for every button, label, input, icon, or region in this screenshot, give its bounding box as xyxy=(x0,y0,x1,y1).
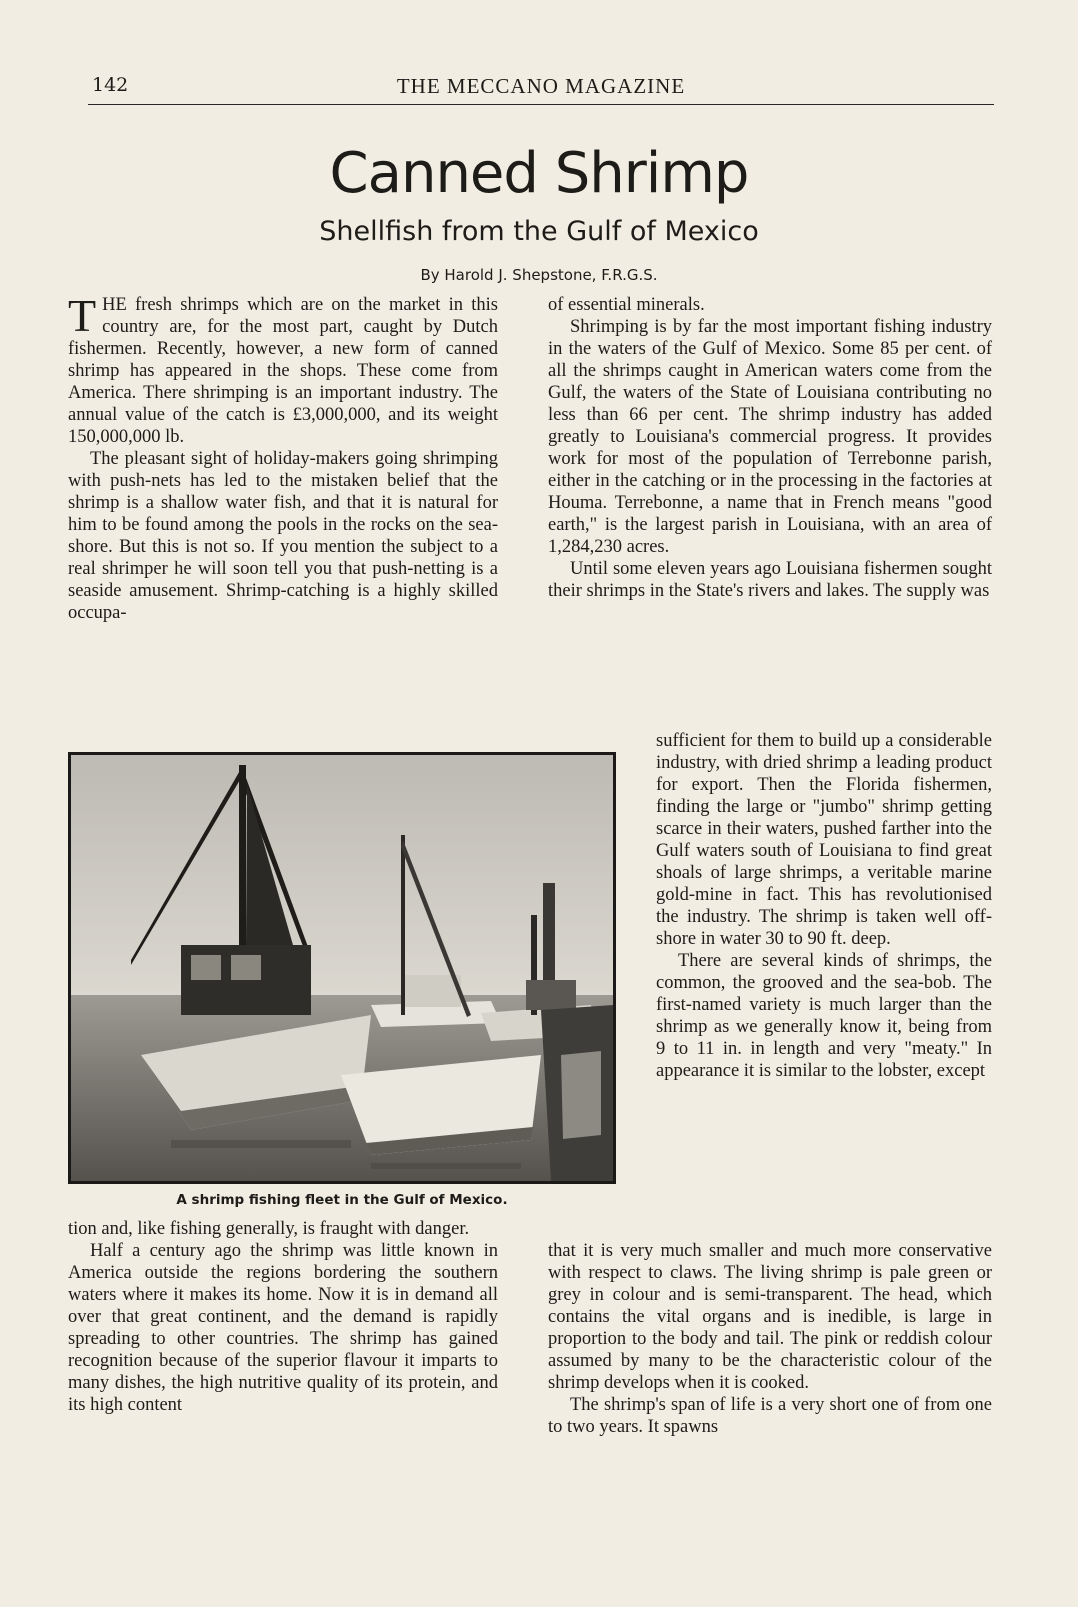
paragraph: The shrimp's span of life is a very short one of from one to two years. It spawns xyxy=(548,1395,992,1437)
paragraph: The pleasant sight of holiday-makers going shrimping with push-nets has led to the mistaken belief that the shrimp is a shallow water fish, and that it is natural for him to be found among the pools in the rocks on the sea-shore. But this is not so. If you mention the subject to a real shrimper he will soon tell you that push-netting is a seaside amusement. Shrimp-catching is a highly skilled occupa- xyxy=(68,449,498,623)
article-byline: By Harold J. Shepstone, F.R.G.S. xyxy=(420,266,658,284)
shrimp-fleet-photo xyxy=(68,752,616,1184)
paragraph: that it is very much smaller and much more conservative with respect to claws. The living shrimp is pale green or grey in colour and is semi-transparent. The head, which contains the vital organs and is inedible, is large in proportion to the body and tail. The pink or reddish colour assumed by many to be the characteristic colour of the shrimp develops when it is cooked. xyxy=(548,1241,992,1393)
column-1-bottom xyxy=(68,1218,498,1416)
photo-illustration xyxy=(71,755,613,1181)
article-subtitle: Shellfish from the Gulf of Mexico xyxy=(319,216,759,247)
paragraph: Half a century ago the shrimp was little known in America outside the regions bordering the southern waters where it makes its home. Now it is in demand all over that great continent, and the demand is rapidly spreading to other countries. The shrimp has gained recognition because of the superior flavour it imparts to many dishes, the high nutritive quality of its protein, and its high content xyxy=(68,1241,498,1415)
paragraph: of essential minerals. xyxy=(548,295,705,315)
page-header xyxy=(88,74,994,105)
paragraph xyxy=(68,290,498,448)
drop-cap: T xyxy=(68,290,97,341)
masthead: THE MECCANO MAGAZINE xyxy=(396,74,686,98)
column-2-top xyxy=(548,294,992,602)
paragraph: Until some eleven years ago Louisiana fishermen sought their shrimps in the State's rivers and lakes. The supply was xyxy=(548,559,992,601)
paragraph: There are several kinds of shrimps, the common, the grooved and the sea-bob. The first-named variety is much larger than the shrimp as we generally know it, being from 9 to 11 in. in length and very "meaty." In appearance it is similar to the lobster, except xyxy=(656,951,992,1081)
paragraph: sufficient for them to build up a considerable industry, with dried shrimp a leading product for export. Then the Florida fishermen, finding the large or "jumbo" shrimp getting scarce in their waters, pushed farther into the Gulf waters south of Louisiana to find great shoals of large shrimps, a veritable marine gold-mine in fact. This has revolutionised the industry. The shrimp is taken well off-shore in water 30 to 90 ft. deep. xyxy=(656,731,992,949)
column-1-top xyxy=(68,290,498,624)
photo-caption: A shrimp fishing fleet in the Gulf of Mexico. xyxy=(176,1192,508,1208)
column-2-bottom xyxy=(548,1240,992,1438)
paragraph-text: HE fresh shrimps which are on the market in this country are, for the most part, caught by Dutch fishermen. Recently, however, a new form of canned shrimp has appeared in the shops. These come from America. There shrimping is an important industry. The annual value of the catch is £3,000,000, and its weight 150,000,000 lb. xyxy=(68,295,498,447)
page-number: 142 xyxy=(92,74,129,96)
paragraph: tion and, like fishing generally, is fraught with danger. xyxy=(68,1219,470,1239)
article-title: Canned Shrimp xyxy=(329,141,749,206)
column-2-narrow xyxy=(656,730,992,1082)
paragraph: Shrimping is by far the most important fishing industry in the waters of the Gulf of Mexico. Some 85 per cent. of all the shrimps caught in American waters come from the Gulf, the waters of the State of Louisiana contributing no less than 66 per cent. The shrimp industry has added greatly to Louisiana's commercial progress. It provides work for most of the population of Terrebonne parish, either in the catching or in the processing in the factories at Houma. Terrebonne, a name that in French means "good earth," is the largest parish in Louisiana, with an area of 1,284,230 acres. xyxy=(548,317,992,557)
